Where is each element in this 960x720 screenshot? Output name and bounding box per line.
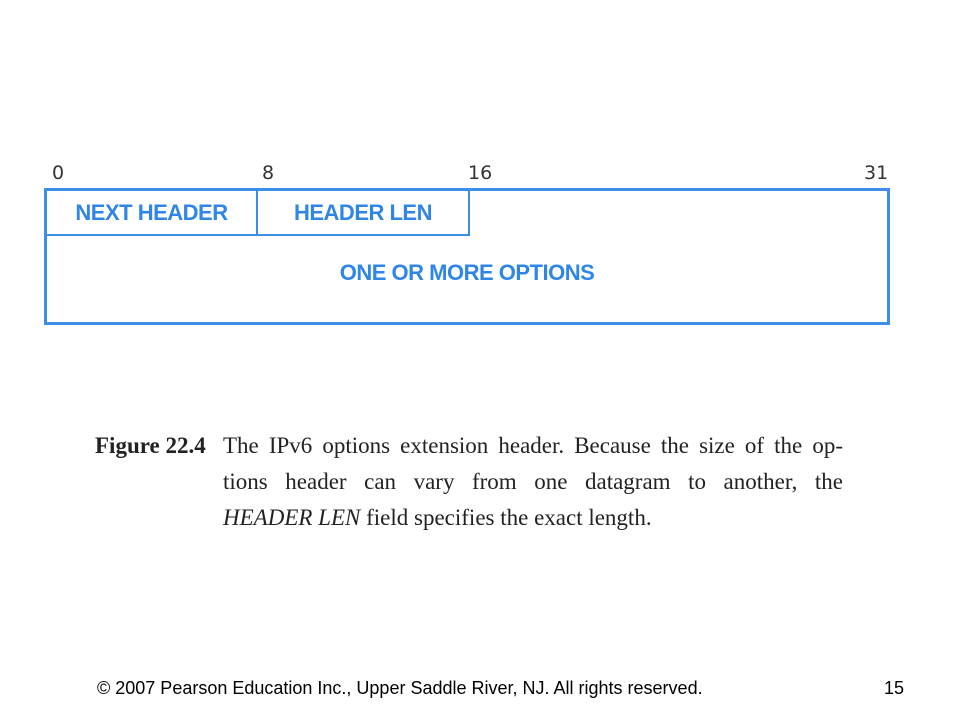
bit-label-16: 16 (468, 162, 493, 184)
options-label: ONE OR MORE OPTIONS (339, 260, 595, 285)
figure-label: Figure 22.4 (95, 433, 206, 458)
caption-header-len-italic: HEADER LEN (223, 505, 361, 530)
caption-line-2: tions header can vary from one datagram to another, the (223, 469, 843, 494)
copyright-footer: © 2007 Pearson Education Inc., Upper Saddle River, NJ. All rights reserved. (97, 678, 703, 698)
header-len-field (258, 191, 470, 236)
figure-caption-text (223, 428, 843, 536)
header-len-label: HEADER LEN (293, 199, 432, 225)
options-header-diagram (44, 188, 890, 325)
caption-line-3-rest: field specifies the exact length. (360, 505, 652, 530)
bit-label-0: 0 (52, 162, 65, 184)
bit-label-8: 8 (262, 162, 275, 184)
bit-label-31: 31 (864, 162, 889, 184)
caption-line-1: The IPv6 options extension header. Because the size of the op- (223, 433, 843, 458)
next-header-field (47, 191, 258, 236)
options-field (47, 236, 887, 322)
next-header-label: NEXT HEADER (75, 199, 228, 225)
caption-line-3 (223, 500, 843, 536)
page-number: 15 (884, 678, 905, 698)
